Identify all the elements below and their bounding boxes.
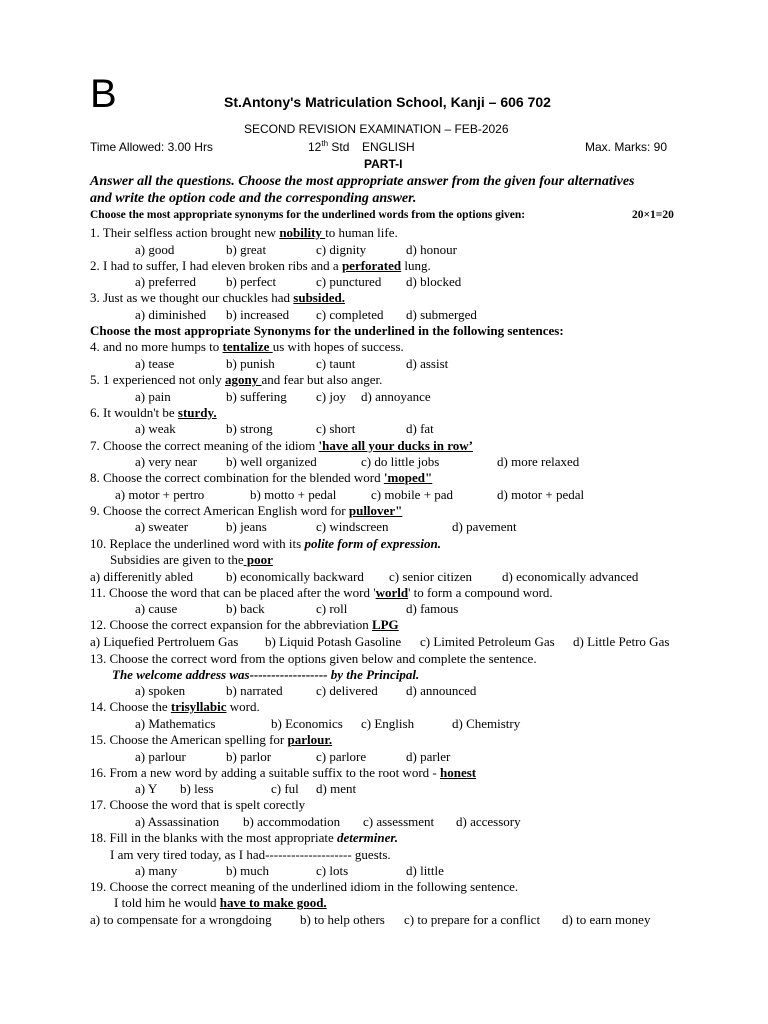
option-c: c) punctured xyxy=(316,274,382,289)
option-a: a) weak xyxy=(135,421,176,436)
option-b: b) motto + pedal xyxy=(250,487,337,502)
option-c: c) taunt xyxy=(316,356,356,371)
question-text: word. xyxy=(226,699,260,714)
underlined-word: world xyxy=(375,585,409,600)
option-c: c) ful xyxy=(271,781,299,796)
option-a: a) very near xyxy=(135,454,198,469)
std-label: Std xyxy=(328,140,350,154)
option-a: a) differenitly abled xyxy=(90,569,193,584)
question-text: 15. Choose the American spelling for xyxy=(90,732,288,747)
question-text: us with hopes of success. xyxy=(272,339,404,354)
section-1-marks: 20×1=20 xyxy=(632,209,674,221)
option-d: d) Little Petro Gas xyxy=(573,634,670,649)
question-10 xyxy=(90,536,441,552)
question-14 xyxy=(90,699,260,715)
question-text: 8. Choose the correct combination for the blended word xyxy=(90,470,384,485)
sentence-text: I told him he would xyxy=(114,895,220,910)
emphasis-text: polite form of expression. xyxy=(304,536,441,551)
option-c: c) English xyxy=(361,716,415,731)
option-d: d) announced xyxy=(406,683,477,698)
standard xyxy=(308,140,349,154)
underlined-word: have to make good. xyxy=(219,895,327,910)
option-b: b) jeans xyxy=(226,519,267,534)
question-text: 14. Choose the xyxy=(90,699,171,714)
question-text: 4. and no more humps to xyxy=(90,339,223,354)
option-a: a) good xyxy=(135,242,175,257)
question-text: 16. From a new word by adding a suitable suffix to the root word - xyxy=(90,765,440,780)
question-15 xyxy=(90,732,332,748)
underlined-word: sturdy. xyxy=(177,405,217,420)
underlined-word: LPG xyxy=(371,617,399,632)
option-b: b) strong xyxy=(226,421,273,436)
question-19: 19. Choose the correct meaning of the underlined idiom in the following sentence. xyxy=(90,879,519,894)
option-c: c) to prepare for a conflict xyxy=(404,912,541,927)
option-d: d) blocked xyxy=(406,274,462,289)
question-4 xyxy=(90,339,404,355)
option-a: a) many xyxy=(135,863,178,878)
question-18-sentence: I am very tired today, as I had-------------------- guests. xyxy=(110,847,391,862)
question-text: ' to form a compound word. xyxy=(408,585,553,600)
option-a: a) tease xyxy=(135,356,175,371)
option-c: c) assessment xyxy=(363,814,435,829)
option-a: a) motor + pertro xyxy=(115,487,205,502)
question-17: 17. Choose the word that is spelt corectly xyxy=(90,797,306,812)
underlined-word: tentalize xyxy=(222,339,273,354)
option-a: a) Assassination xyxy=(135,814,220,829)
option-c: c) completed xyxy=(316,307,384,322)
max-marks: Max. Marks: 90 xyxy=(585,140,668,154)
option-c: c) joy xyxy=(316,389,346,404)
option-a: a) cause xyxy=(135,601,178,616)
option-c: c) short xyxy=(316,421,356,436)
option-b: b) great xyxy=(226,242,267,257)
option-c: c) lots xyxy=(316,863,349,878)
question-6 xyxy=(90,405,217,421)
question-8 xyxy=(90,470,432,486)
underlined-word: poor xyxy=(243,552,273,567)
time-allowed: Time Allowed: 3.00 Hrs xyxy=(90,140,213,154)
option-d: d) fat xyxy=(406,421,434,436)
underlined-word: honest xyxy=(439,765,477,780)
option-b: b) accommodation xyxy=(243,814,341,829)
option-d: d) parler xyxy=(406,749,451,764)
option-d: d) annoyance xyxy=(361,389,431,404)
option-d: d) honour xyxy=(406,242,457,257)
option-a: a) parlour xyxy=(135,749,186,764)
underlined-word: agony xyxy=(225,372,262,387)
question-12 xyxy=(90,617,399,633)
option-b: b) Economics xyxy=(271,716,343,731)
question-10-sentence xyxy=(110,552,273,568)
std-suffix: th xyxy=(321,139,329,148)
question-text: to human life. xyxy=(325,225,398,240)
question-text: 9. Choose the correct American English word for xyxy=(90,503,349,518)
option-a: a) diminished xyxy=(135,307,207,322)
question-9 xyxy=(90,503,402,519)
option-a: a) Mathematics xyxy=(135,716,216,731)
option-d: d) famous xyxy=(406,601,459,616)
school-name: St.Antony's Matriculation School, Kanji – 606 702 xyxy=(224,94,551,110)
option-b: b) to help others xyxy=(300,912,385,927)
option-d: d) motor + pedal xyxy=(497,487,585,502)
option-b: b) parlor xyxy=(226,749,272,764)
option-a: a) pain xyxy=(135,389,171,404)
instruction-line-2: and write the option code and the corresponding answer. xyxy=(90,191,417,206)
option-c: c) parlore xyxy=(316,749,367,764)
option-d: d) little xyxy=(406,863,444,878)
option-d: d) more relaxed xyxy=(497,454,580,469)
question-7 xyxy=(90,438,473,454)
option-c: c) dignity xyxy=(316,242,367,257)
question-text: 7. Choose the correct meaning of the idiom xyxy=(90,438,319,453)
question-text: 3. Just as we thought our chuckles had xyxy=(90,290,294,305)
option-c: c) windscreen xyxy=(316,519,389,534)
option-b: b) suffering xyxy=(226,389,287,404)
question-text: 6. It wouldn't be xyxy=(90,405,178,420)
question-text: lung. xyxy=(401,258,431,273)
option-a: a) Y xyxy=(135,781,158,796)
option-d: d) assist xyxy=(406,356,449,371)
question-13-sentence: The welcome address was------------------ by the Principal. xyxy=(112,667,420,682)
question-11 xyxy=(90,585,553,601)
option-b: b) less xyxy=(180,781,214,796)
option-b: b) increased xyxy=(226,307,290,322)
question-text: 18. Fill in the blanks with the most appropriate xyxy=(90,830,337,845)
underlined-word: 'have all your ducks in row’ xyxy=(318,438,473,453)
underlined-word: subsided. xyxy=(293,290,345,305)
question-text: 10. Replace the underlined word with its xyxy=(90,536,305,551)
underlined-word: nobility xyxy=(279,225,326,240)
question-19-sentence xyxy=(114,895,327,911)
question-2 xyxy=(90,258,431,274)
option-b: b) much xyxy=(226,863,269,878)
option-d: d) ment xyxy=(316,781,357,796)
question-5 xyxy=(90,372,382,388)
question-16 xyxy=(90,765,476,781)
option-c: c) roll xyxy=(316,601,348,616)
option-a: a) preferred xyxy=(135,274,196,289)
underlined-word: 'moped" xyxy=(383,470,433,485)
underlined-word: parlour. xyxy=(287,732,333,747)
option-c: c) senior citizen xyxy=(389,569,473,584)
option-a: a) sweater xyxy=(135,519,189,534)
question-text: and fear but also anger. xyxy=(261,372,383,387)
question-text: 5. 1 experienced not only xyxy=(90,372,226,387)
option-d: d) pavement xyxy=(452,519,517,534)
question-text: 11. Choose the word that can be placed after the word ' xyxy=(90,585,376,600)
option-a: a) spoken xyxy=(135,683,186,698)
question-1 xyxy=(90,225,398,241)
instruction-line-1: Answer all the questions. Choose the most appropriate answer from the given four alternatives xyxy=(90,174,635,189)
option-d: d) submerged xyxy=(406,307,477,322)
option-a: a) to compensate for a wrongdoing xyxy=(90,912,272,927)
option-d: d) accessory xyxy=(456,814,521,829)
part-heading: PART-I xyxy=(364,157,403,171)
option-b: b) back xyxy=(226,601,265,616)
option-b: b) narrated xyxy=(226,683,283,698)
sentence-text: Subsidies are given to the xyxy=(110,552,244,567)
option-d: d) Chemistry xyxy=(452,716,521,731)
emphasis-text: determiner. xyxy=(336,830,398,845)
exam-title: SECOND REVISION EXAMINATION – FEB-2026 xyxy=(244,122,509,136)
subject: ENGLISH xyxy=(362,140,415,154)
option-c: c) do little jobs xyxy=(361,454,440,469)
question-text: 1. Their selfless action brought new xyxy=(90,225,280,240)
question-18 xyxy=(90,830,398,846)
option-b: b) economically backward xyxy=(226,569,364,584)
question-text: 2. I had to suffer, I had eleven broken ribs and a xyxy=(90,258,342,273)
option-b: b) perfect xyxy=(226,274,277,289)
section-1-heading: Choose the most appropriate synonyms for the underlined words from the options given: xyxy=(90,209,526,221)
question-text: 12. Choose the correct expansion for the abbreviation xyxy=(90,617,372,632)
option-d: d) economically advanced xyxy=(502,569,639,584)
underlined-word: trisyllabic xyxy=(170,699,227,714)
question-13: 13. Choose the correct word from the options given below and complete the sentence. xyxy=(90,651,537,666)
option-b: b) well organized xyxy=(226,454,317,469)
set-letter: B xyxy=(90,72,117,116)
option-d: d) to earn money xyxy=(562,912,651,927)
underlined-word: perforated xyxy=(341,258,402,273)
option-a: a) Liquefied Pertroluem Gas xyxy=(90,634,239,649)
section-2-heading: Choose the most appropriate Synonyms for the underlined in the following sentences: xyxy=(90,323,564,338)
underlined-word: pullover" xyxy=(348,503,403,518)
option-c: c) delivered xyxy=(316,683,378,698)
option-b: b) punish xyxy=(226,356,275,371)
std-number: 12 xyxy=(308,140,322,154)
option-c: c) Limited Petroleum Gas xyxy=(420,634,555,649)
question-3 xyxy=(90,290,345,306)
option-b: b) Liquid Potash Gasoline xyxy=(265,634,402,649)
option-c: c) mobile + pad xyxy=(371,487,454,502)
